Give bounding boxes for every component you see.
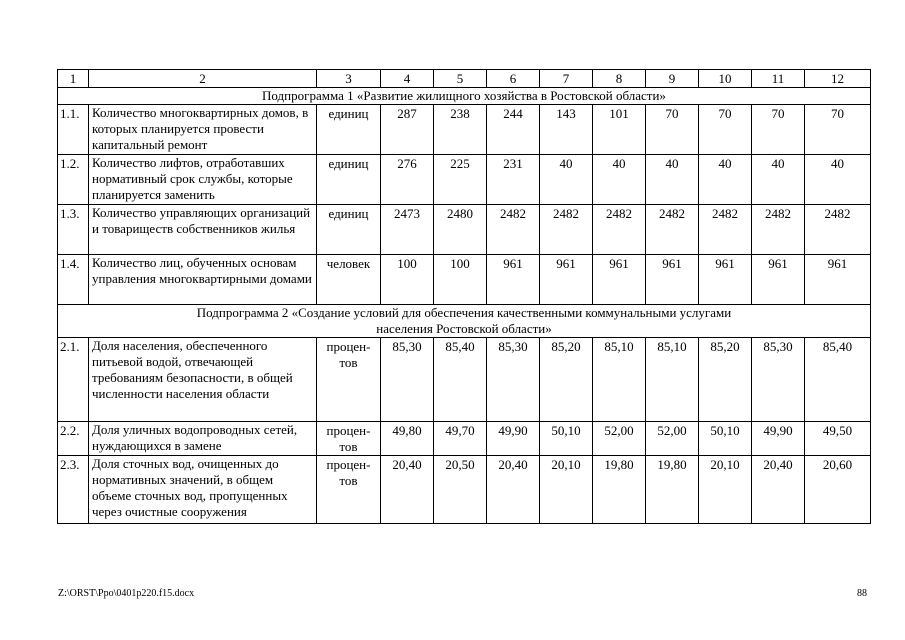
indicator-name: Доля населения, обеспеченного питьевой водой, отвечающей требованиям безопасности, в общей численности населения области [89,338,317,422]
indicator-name: Количество многоквартирных домов, в которых планируется провести капитальный ремонт [89,105,317,155]
value-cell: 85,20 [699,338,752,422]
column-number: 8 [593,70,646,88]
value-cell: 20,10 [540,456,593,524]
value-cell: 961 [540,255,593,305]
row-code: 1.2. [58,155,89,205]
value-cell: 70 [646,105,699,155]
table-row [58,255,871,305]
unit-cell [317,338,381,422]
indicator-name: Количество лиц, обученных основам управления многоквартирными домами [89,255,317,305]
value-cell: 961 [487,255,540,305]
unit-line2: тов [339,473,358,488]
value-cell: 100 [381,255,434,305]
value-cell: 961 [593,255,646,305]
value-cell: 961 [699,255,752,305]
value-cell: 70 [805,105,871,155]
value-cell: 276 [381,155,434,205]
value-cell: 2482 [540,205,593,255]
value-cell: 40 [805,155,871,205]
value-cell: 40 [699,155,752,205]
value-cell: 70 [699,105,752,155]
subprogram-heading-row [58,305,871,338]
unit-line1: процен- [326,423,371,438]
table-row [58,422,871,456]
subprogram-2-title [58,305,871,338]
indicator-name: Количество управляющих организаций и товариществ собственников жилья [89,205,317,255]
value-cell: 52,00 [646,422,699,456]
table-row [58,456,871,524]
file-path: Z:\ORST\Ppo\0401p220.f15.docx [58,588,195,599]
value-cell: 2482 [699,205,752,255]
subprogram-2-title-line1: Подпрограмма 2 «Создание условий для обеспечения качественными коммунальными услугами [196,305,732,320]
column-number: 7 [540,70,593,88]
table-row [58,155,871,205]
unit-line1: процен- [326,457,371,472]
value-cell: 85,10 [593,338,646,422]
value-cell: 2482 [646,205,699,255]
value-cell: 49,80 [381,422,434,456]
unit-cell [317,456,381,524]
value-cell: 49,90 [487,422,540,456]
value-cell: 85,40 [434,338,487,422]
value-cell: 20,40 [487,456,540,524]
table-row [58,338,871,422]
value-cell: 2480 [434,205,487,255]
value-cell: 20,10 [699,456,752,524]
value-cell: 244 [487,105,540,155]
value-cell: 19,80 [593,456,646,524]
column-number: 3 [317,70,381,88]
value-cell: 70 [752,105,805,155]
value-cell: 2473 [381,205,434,255]
unit-cell: единиц [317,105,381,155]
value-cell: 85,20 [540,338,593,422]
indicator-name: Количество лифтов, отработавших нормативный срок службы, которые планируется заменить [89,155,317,205]
value-cell: 231 [487,155,540,205]
subprogram-2-title-line2: населения Ростовской области» [376,321,552,336]
value-cell: 40 [646,155,699,205]
column-number: 10 [699,70,752,88]
indicator-name: Доля сточных вод, очищенных до нормативных значений, в общем объеме сточных вод, пропущенных через очистные сооружения [89,456,317,524]
value-cell: 20,50 [434,456,487,524]
column-number-row [58,70,871,88]
row-code: 1.4. [58,255,89,305]
column-number: 1 [58,70,89,88]
column-number: 12 [805,70,871,88]
row-code: 1.3. [58,205,89,255]
value-cell: 40 [752,155,805,205]
value-cell: 40 [593,155,646,205]
value-cell: 101 [593,105,646,155]
column-number: 4 [381,70,434,88]
unit-cell: единиц [317,155,381,205]
value-cell: 50,10 [699,422,752,456]
value-cell: 2482 [805,205,871,255]
value-cell: 20,60 [805,456,871,524]
value-cell: 85,30 [381,338,434,422]
unit-line2: тов [339,439,358,454]
value-cell: 49,70 [434,422,487,456]
row-code: 2.2. [58,422,89,456]
value-cell: 50,10 [540,422,593,456]
value-cell: 40 [540,155,593,205]
value-cell: 49,50 [805,422,871,456]
value-cell: 85,30 [752,338,805,422]
value-cell: 85,30 [487,338,540,422]
column-number: 5 [434,70,487,88]
column-number: 9 [646,70,699,88]
subprogram-heading-row [58,88,871,105]
indicator-name: Доля уличных водопроводных сетей, нуждающихся в замене [89,422,317,456]
value-cell: 2482 [752,205,805,255]
column-number: 2 [89,70,317,88]
value-cell: 19,80 [646,456,699,524]
unit-cell: единиц [317,205,381,255]
value-cell: 2482 [593,205,646,255]
value-cell: 238 [434,105,487,155]
value-cell: 100 [434,255,487,305]
unit-cell [317,422,381,456]
value-cell: 49,90 [752,422,805,456]
unit-cell: человек [317,255,381,305]
unit-line2: тов [339,355,358,370]
unit-line1: процен- [326,339,371,354]
row-code: 1.1. [58,105,89,155]
value-cell: 143 [540,105,593,155]
page-number: 88 [857,588,867,599]
value-cell: 961 [752,255,805,305]
row-code: 2.1. [58,338,89,422]
value-cell: 961 [646,255,699,305]
value-cell: 225 [434,155,487,205]
indicators-table [57,69,871,524]
value-cell: 85,40 [805,338,871,422]
column-number: 11 [752,70,805,88]
value-cell: 85,10 [646,338,699,422]
row-code: 2.3. [58,456,89,524]
value-cell: 20,40 [381,456,434,524]
value-cell: 2482 [487,205,540,255]
table-row [58,205,871,255]
subprogram-1-title: Подпрограмма 1 «Развитие жилищного хозяйства в Ростовской области» [58,88,871,105]
value-cell: 287 [381,105,434,155]
value-cell: 20,40 [752,456,805,524]
column-number: 6 [487,70,540,88]
value-cell: 52,00 [593,422,646,456]
table-row [58,105,871,155]
value-cell: 961 [805,255,871,305]
